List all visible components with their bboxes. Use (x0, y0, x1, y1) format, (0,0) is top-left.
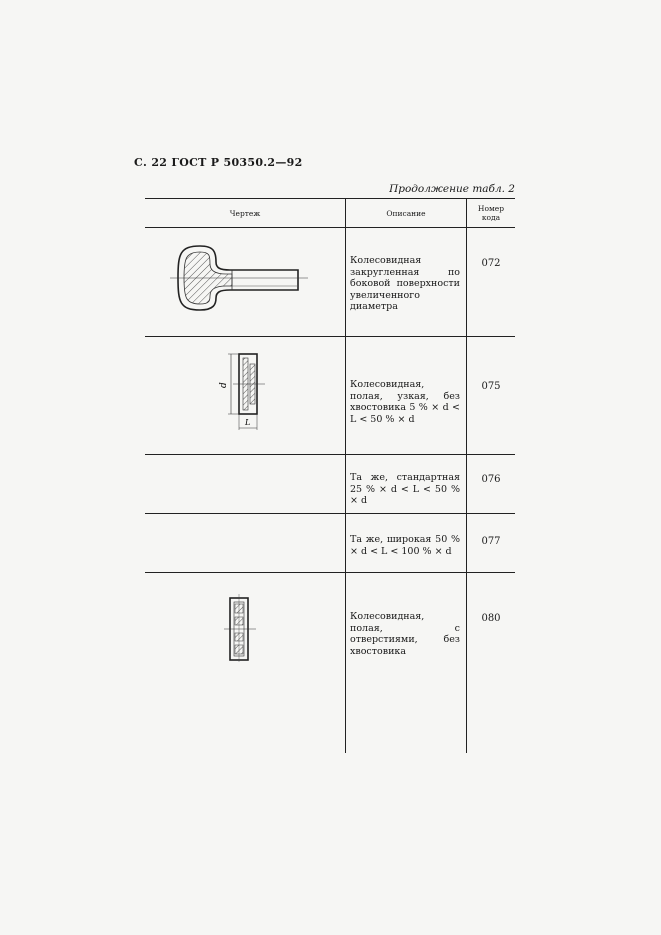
table-top-rule (145, 198, 515, 199)
column-rule (466, 198, 467, 753)
column-header-code: Номер кода (477, 204, 505, 222)
dimension-label-d: d (219, 382, 229, 388)
row-divider (145, 336, 515, 337)
row-description: Та же, широкая 50 % × d < L < 100 % × d (350, 534, 460, 557)
dimension-label-l: L (245, 418, 251, 427)
table-continuation-label: Продолжение табл. 2 (389, 183, 515, 195)
row-code: 077 (481, 536, 501, 547)
row-code: 072 (481, 258, 501, 269)
hollow-narrow-wheel-drawing (215, 348, 275, 433)
row-divider (145, 572, 515, 573)
column-header-drawing: Чертеж (229, 209, 261, 218)
row-description: Та же, стандартная 25 % × d < L < 50 % × d (350, 472, 460, 506)
row-divider (145, 513, 515, 514)
hollow-wheel-with-holes-drawing (218, 592, 262, 664)
row-description: Колесовидная, полая, с отверстиями, без хвостовика (350, 611, 460, 657)
rounded-wheel-tool-drawing (170, 240, 310, 320)
table-header-rule (145, 227, 515, 228)
page-header: С. 22 ГОСТ Р 50350.2—92 (134, 156, 303, 169)
column-header-description: Описание (386, 209, 426, 218)
row-description: Колесовидная закругленная по боковой поверхности увеличенного диаметра (350, 255, 460, 312)
row-divider (145, 454, 515, 455)
row-code: 075 (481, 381, 501, 392)
row-code: 076 (481, 474, 501, 485)
row-description: Колесовидная, полая, узкая, без хвостовика 5 % × d < L < 50 % × d (350, 379, 460, 425)
row-code: 080 (481, 613, 501, 624)
column-rule (345, 198, 346, 753)
